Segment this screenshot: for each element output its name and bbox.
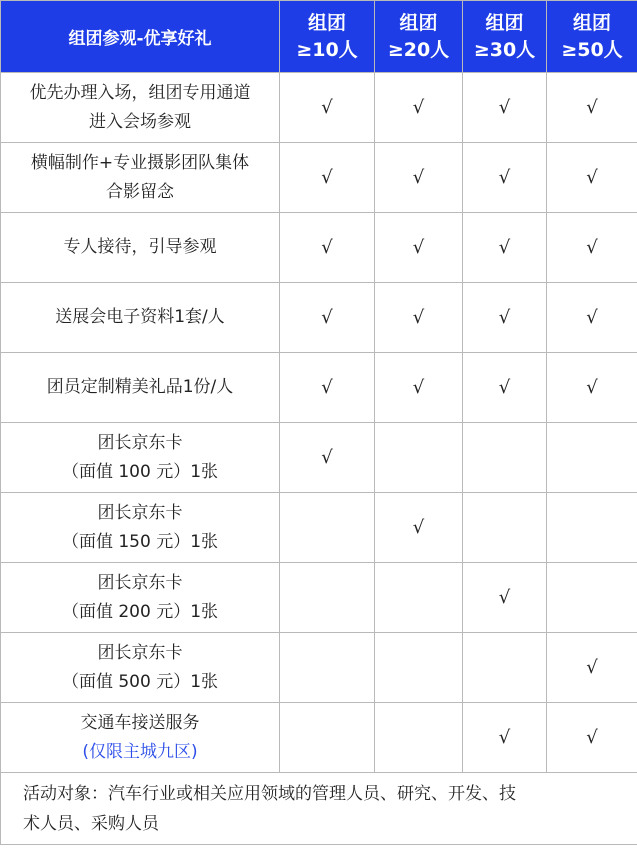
audience-line1: 活动对象：汽车行业或相关应用领域的管理人员、研究、开发、技 — [23, 783, 516, 804]
table-row — [1, 353, 637, 423]
footer-row — [1, 773, 637, 845]
tier-cell — [463, 633, 547, 703]
tier-cell — [547, 143, 637, 213]
tier-cell — [547, 703, 637, 773]
tier-label-line1: 组团 — [307, 11, 346, 34]
benefit-label — [1, 563, 280, 633]
table-row — [1, 423, 637, 493]
benefit-label-line2: （面值 150 元）1张 — [61, 531, 219, 552]
tier-label-line2: ≥20人 — [387, 38, 450, 61]
tier-cell — [280, 283, 375, 353]
benefit-label-line1: 团长京东卡 — [97, 502, 183, 523]
benefit-label-line1: 团长京东卡 — [97, 572, 183, 593]
table-row — [1, 633, 637, 703]
check-mark-icon: √ — [586, 97, 598, 118]
tier-cell — [375, 353, 463, 423]
tier-cell — [375, 703, 463, 773]
benefit-label-line1: 专人接待，引导参观 — [63, 237, 217, 257]
audience-note — [1, 773, 637, 845]
check-mark-icon: √ — [412, 307, 425, 328]
header-row — [1, 1, 637, 73]
benefit-label — [1, 423, 280, 493]
tier-cell — [463, 353, 547, 423]
benefit-label — [1, 703, 280, 773]
tier-header-30 — [463, 1, 547, 73]
check-mark-icon: √ — [498, 587, 511, 608]
benefit-label-line1: 横幅制作+专业摄影团队集体 — [30, 152, 250, 173]
tier-header-20 — [375, 1, 463, 73]
benefit-label — [1, 493, 280, 563]
table-body — [1, 73, 637, 845]
tier-cell — [280, 633, 375, 703]
benefit-label-line2: （面值 200 元）1张 — [61, 601, 219, 622]
tier-cell — [463, 73, 547, 143]
tier-cell — [375, 563, 463, 633]
tier-cell — [547, 73, 637, 143]
benefit-label — [1, 283, 280, 353]
table-row — [1, 283, 637, 353]
tier-cell — [463, 703, 547, 773]
check-mark-icon: √ — [498, 167, 511, 188]
tier-cell — [375, 493, 463, 563]
check-mark-icon: √ — [498, 237, 511, 258]
benefit-label-line2: （面值 500 元）1张 — [61, 671, 219, 692]
check-mark-icon: √ — [498, 97, 511, 118]
tier-label-line1: 组团 — [572, 11, 611, 34]
table-row — [1, 703, 637, 773]
tier-cell — [280, 73, 375, 143]
check-mark-icon: √ — [498, 377, 511, 398]
tier-cell — [375, 143, 463, 213]
table-row — [1, 73, 637, 143]
tier-cell — [463, 563, 547, 633]
tier-cell — [547, 423, 637, 493]
benefit-label-note: (仅限主城九区) — [82, 741, 198, 762]
tier-cell — [547, 563, 637, 633]
tier-cell — [375, 73, 463, 143]
tier-cell — [547, 353, 637, 423]
benefit-label-line1: 团长京东卡 — [97, 642, 183, 663]
tier-cell — [280, 703, 375, 773]
tier-cell — [280, 353, 375, 423]
tier-cell — [375, 283, 463, 353]
check-mark-icon: √ — [586, 727, 598, 748]
tier-cell — [547, 493, 637, 563]
benefit-label — [1, 633, 280, 703]
tier-header-50 — [547, 1, 637, 73]
tier-cell — [280, 563, 375, 633]
check-mark-icon: √ — [321, 377, 333, 398]
table-row — [1, 213, 637, 283]
benefit-label — [1, 143, 280, 213]
tier-cell — [463, 143, 547, 213]
check-mark-icon: √ — [321, 307, 333, 328]
benefit-label-line1: 团员定制精美礼品1份/人 — [46, 377, 234, 397]
check-mark-icon: √ — [498, 727, 511, 748]
check-mark-icon: √ — [321, 237, 333, 258]
tier-cell — [463, 213, 547, 283]
tier-cell — [375, 633, 463, 703]
tier-cell — [280, 493, 375, 563]
tier-label-line2: ≥50人 — [561, 38, 623, 61]
tier-cell — [280, 423, 375, 493]
tier-cell — [547, 213, 637, 283]
benefit-label-line2: 进入会场参观 — [89, 111, 191, 132]
tier-cell — [463, 493, 547, 563]
check-mark-icon: √ — [321, 167, 333, 188]
benefit-label-line1: 送展会电子资料1套/人 — [55, 307, 225, 327]
tier-cell — [547, 283, 637, 353]
audience-line2: 术人员、采购人员 — [23, 813, 159, 834]
tier-cell — [375, 213, 463, 283]
tier-cell — [463, 423, 547, 493]
check-mark-icon: √ — [586, 167, 598, 188]
benefit-label-line1: 团长京东卡 — [97, 432, 183, 453]
check-mark-icon: √ — [498, 307, 511, 328]
check-mark-icon: √ — [412, 237, 425, 258]
check-mark-icon: √ — [586, 237, 598, 258]
benefit-label — [1, 213, 280, 283]
benefit-label-line1: 优先办理入场，组团专用通道 — [29, 82, 251, 103]
tier-cell — [375, 423, 463, 493]
check-mark-icon: √ — [586, 307, 598, 328]
benefit-label — [1, 353, 280, 423]
check-mark-icon: √ — [586, 657, 598, 678]
check-mark-icon: √ — [412, 167, 425, 188]
benefit-label-line2: （面值 100 元）1张 — [61, 461, 219, 482]
check-mark-icon: √ — [412, 97, 425, 118]
check-mark-icon: √ — [412, 517, 425, 538]
tier-cell — [547, 633, 637, 703]
check-mark-icon: √ — [321, 447, 333, 468]
table-row — [1, 563, 637, 633]
tier-label-line1: 组团 — [485, 11, 524, 34]
check-mark-icon: √ — [412, 377, 425, 398]
table-row — [1, 143, 637, 213]
tier-cell — [280, 213, 375, 283]
tier-label-line1: 组团 — [399, 11, 438, 34]
check-mark-icon: √ — [586, 377, 598, 398]
tier-label-line2: ≥10人 — [296, 38, 358, 61]
table-header — [1, 1, 637, 73]
tier-header-10 — [280, 1, 375, 73]
benefit-label — [1, 73, 280, 143]
table-title: 组团参观-优享好礼 — [1, 1, 280, 73]
tier-label-line2: ≥30人 — [473, 38, 536, 61]
tier-cell — [280, 143, 375, 213]
table-row — [1, 493, 637, 563]
tier-cell — [463, 283, 547, 353]
check-mark-icon: √ — [321, 97, 333, 118]
benefit-label-line2: 合影留念 — [106, 181, 174, 202]
benefit-label-line1: 交通车接送服务 — [80, 712, 200, 733]
